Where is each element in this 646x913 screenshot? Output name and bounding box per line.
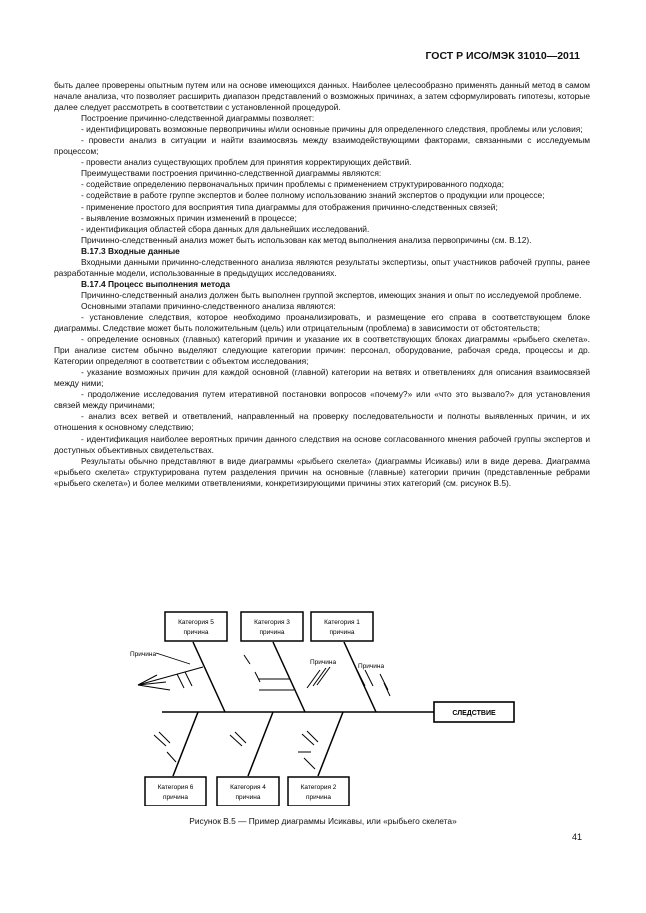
paragraph: - установление следствия, которое необходимо проанализировать, и размещение его справа в соответствующем блоке диаграммы. Следствие может быть положительным (цель) или отрицательным (проблема) в зависимости от обстоятельств;: [54, 311, 590, 334]
paragraph: - определение основных (главных) категорий причин и указание их в соответствующих блоках диаграммы «рыбьего скелета». При анализе систем обычно выделяют следующие категории причин: персонал, оборудование, рабочая среда, процессы и др. Категории определяют в соответствии с объектом исследования;: [54, 334, 590, 367]
figure-caption: Рисунок В.5 — Пример диаграммы Исикавы, или «рыбьего скелета»: [189, 816, 457, 826]
paragraph: - продолжение исследования путем итеративной постановки вопросов «почему?» или «что это вызвало?» для установления связей между причинами;: [54, 389, 590, 411]
paragraph: - идентификация областей сбора данных для дальнейших исследований.: [81, 223, 370, 234]
paragraph: Построение причинно-следственной диаграммы позволяет:: [81, 113, 315, 124]
section-heading: В.17.4 Процесс выполнения метода: [81, 278, 231, 289]
box-category-2: [288, 777, 349, 806]
paragraph: - выявление возможных причин изменений в процессе;: [81, 212, 297, 223]
box-category-1: [311, 612, 373, 641]
paragraph: - провести анализ существующих проблем для принятия корректирующих действий.: [81, 157, 412, 168]
box-category-6: [145, 777, 206, 806]
bone-category-2: [318, 712, 343, 776]
box-category-4-sub: причина: [235, 794, 261, 801]
box-category-2-sub: причина: [306, 794, 331, 801]
page-number: 41: [571, 832, 582, 842]
paragraph: Преимуществами построения причинно-следственной диаграммы являются:: [81, 168, 382, 179]
box-category-5: [165, 612, 227, 641]
paragraph: - содействие в работе группе экспертов и более полному использованию знаний экспертов о продукции или процессе;: [81, 190, 545, 201]
box-category-5-title: Категория 5: [178, 619, 214, 626]
ishikawa-diagram: [118, 606, 548, 806]
paragraph: Причинно-следственный анализ может быть использован как метод выполнения анализа первопричины (см. В.12).: [81, 234, 532, 245]
paragraph: - идентификация наиболее вероятных причин данного следствия на основе согласованного мнения рабочей группы экспертов и доступных объективных свидетельствах.: [54, 433, 590, 455]
paragraph: - анализ всех ветвей и ответвлений, направленный на проверку последовательности и полноты выявленных причин, и их отношения к основному следствию;: [54, 411, 590, 433]
paragraph: Входными данными причинно-следственного анализа являются результаты экспертизы, опыт участников рабочей группы, ранее разработанные модели, использованные в предыдущих исследованиях.: [54, 256, 590, 278]
box-category-2-title: Категория 2: [300, 784, 337, 791]
box-category-4-title: Категория 4: [230, 784, 266, 791]
bone-category-4: [248, 712, 273, 776]
paragraph: Результаты обычно представляют в виде диаграммы «рыбьего скелета» (диаграммы Исикавы) или в виде дерева. Диаграмма «рыбьего скелета» структурирована путем разделения причин на основные (главные) категории причин (представленные ребрами «рыбьего скелета») и более мелкими ответвлениями, конкретизирующими причины этих категорий (см. рисунок В.5).: [54, 455, 590, 488]
paragraph: - содействие определению первоначальных причин проблемы с применением структурированного подхода;: [81, 179, 504, 190]
paragraph: Основными этапами причинно-следственного анализа являются:: [81, 300, 336, 311]
paragraph: - применение простого для восприятия типа диаграммы для отображения причинно-следственных связей;: [81, 201, 498, 212]
document-header: ГОСТ Р ИСО/МЭК 31010—2011: [425, 50, 580, 62]
bone-category-6: [173, 712, 198, 776]
paragraph: Причинно-следственный анализ должен быть выполнен группой экспертов, имеющих знания и опыт по исследуемой проблеме.: [81, 289, 582, 300]
cause-label-3: Причина: [358, 663, 385, 670]
paragraph: - провести анализ в ситуации и найти взаимосвязь между взаимодействующими факторами, связанными с исследуемым процессом;: [54, 135, 590, 157]
box-category-3: [241, 612, 303, 641]
cause-label-1-leader: [156, 653, 190, 664]
box-category-3-title: Категория 3: [254, 619, 290, 626]
box-category-6-sub: причина: [163, 794, 188, 801]
box-category-1-title: Категория 1: [324, 619, 360, 626]
box-category-3-sub: причина: [259, 629, 285, 636]
paragraph: быть далее проверены опытным путем или на основе имеющихся данных. Наиболее целесообразно применять данный метод в самом начале анализа, что позволяет расширить диапазон представлений о возможных причинах, а затем сформулировать гипотезы, которые далее следует рассмотреть в соответствии с установленной процедурой.: [54, 80, 590, 113]
cause-label-2: Причина: [310, 659, 337, 666]
box-category-1-sub: причина: [329, 629, 355, 636]
cause-label-1: Причина: [130, 651, 157, 658]
paragraph: - идентифицировать возможные первопричины и/или основные причины для определенного следствия, проблемы или условия;: [81, 124, 583, 135]
effect-label: СЛЕДСТВИЕ: [452, 710, 496, 717]
bone-category-5: [193, 642, 225, 712]
box-category-6-title: Категория 6: [157, 784, 194, 791]
bone-category-3: [273, 642, 305, 712]
box-category-5-sub: причина: [183, 629, 209, 636]
body-text: [54, 80, 590, 489]
box-category-4: [217, 777, 279, 806]
paragraph: - указание возможных причин для каждой основной (главной) категории на ветвях и ответвлениях для описания взаимосвязей между ними;: [54, 367, 590, 389]
section-heading: В.17.3 Входные данные: [81, 245, 180, 256]
